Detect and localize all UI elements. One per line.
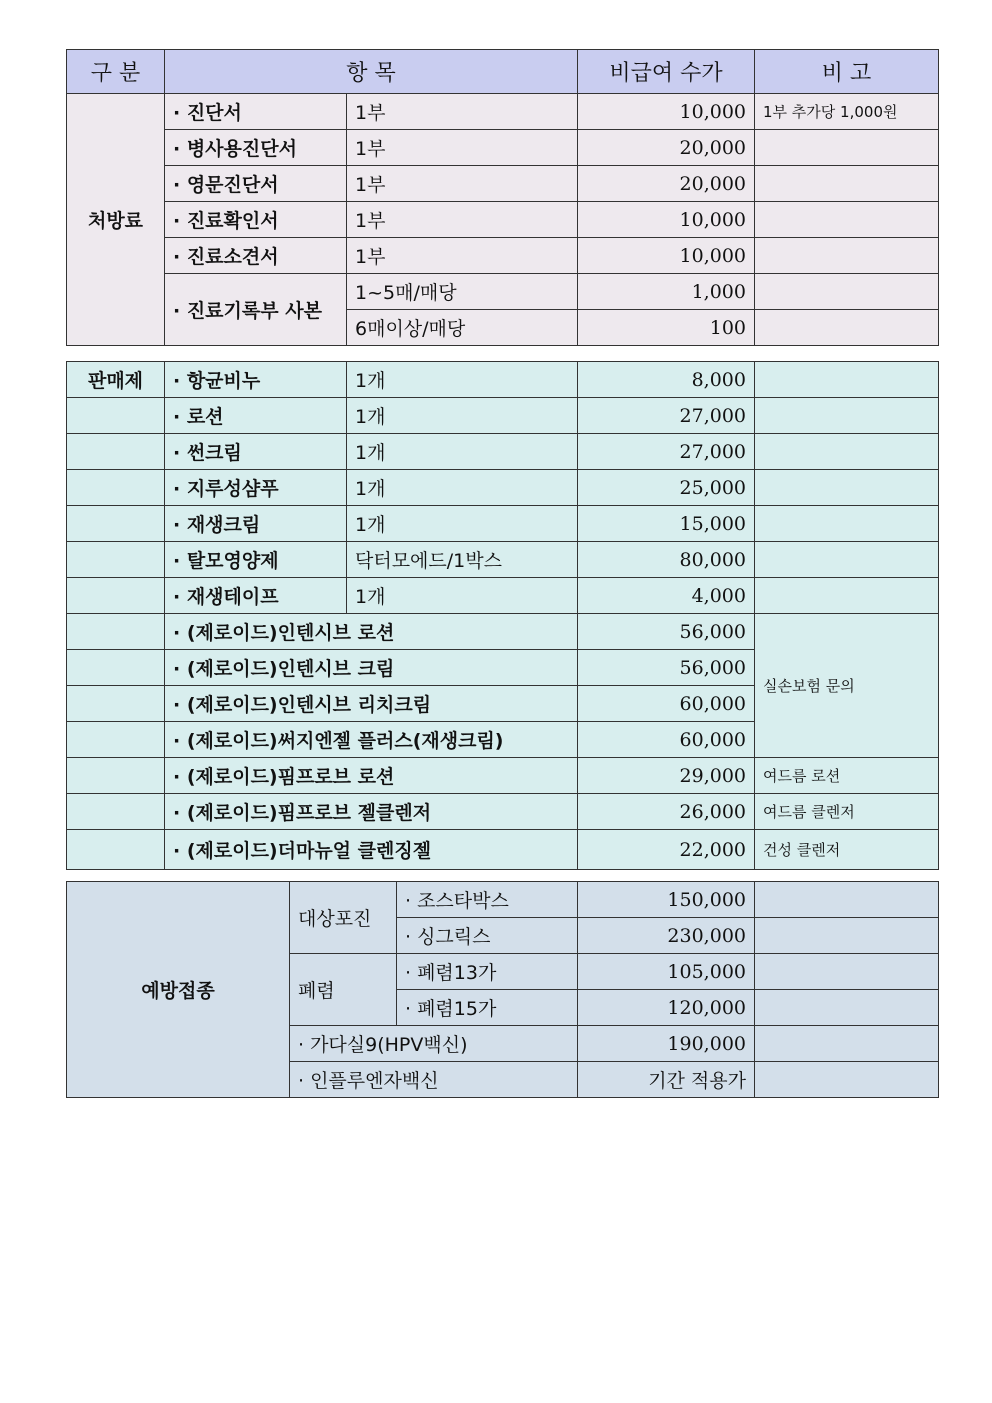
item-note	[755, 506, 939, 542]
subgroup-label: 대상포진	[290, 882, 397, 954]
item-note	[755, 274, 939, 310]
item-note	[755, 470, 939, 506]
item-name: · 폐렴15가	[397, 990, 578, 1026]
category-cell	[67, 470, 165, 506]
item-qty: 6매이상/매당	[347, 310, 578, 346]
item-name: · 탈모영양제	[165, 542, 347, 578]
category-cell	[67, 398, 165, 434]
item-price: 4,000	[578, 578, 755, 614]
table-row	[67, 882, 939, 918]
item-qty: 1개	[347, 362, 578, 398]
table-row	[67, 830, 939, 870]
table-header-row	[67, 50, 939, 94]
item-price: 29,000	[578, 758, 755, 794]
item-note	[755, 398, 939, 434]
item-name: · (제로이드)핌프로브 로션	[165, 758, 578, 794]
item-note	[755, 202, 939, 238]
table-row	[67, 202, 939, 238]
header-item: 항 목	[165, 50, 578, 94]
item-qty: 1개	[347, 434, 578, 470]
item-note	[755, 310, 939, 346]
category-cell	[67, 434, 165, 470]
header-note: 비 고	[755, 50, 939, 94]
category-cell	[67, 506, 165, 542]
item-price: 10,000	[578, 238, 755, 274]
item-name: · 썬크림	[165, 434, 347, 470]
item-price: 10,000	[578, 202, 755, 238]
item-qty: 1개	[347, 506, 578, 542]
item-name: · (제로이드)써지엔젤 플러스(재생크림)	[165, 722, 578, 758]
item-name: · 인플루엔자백신	[290, 1062, 578, 1098]
category-cell	[67, 614, 165, 650]
item-name: · 병사용진단서	[165, 130, 347, 166]
item-note	[755, 362, 939, 398]
item-name: · (제로이드)핌프로브 젤클렌저	[165, 794, 578, 830]
table-row	[67, 794, 939, 830]
item-note	[755, 1062, 939, 1098]
table-row	[67, 398, 939, 434]
item-price: 20,000	[578, 130, 755, 166]
vaccine-table	[66, 881, 939, 1098]
item-price: 25,000	[578, 470, 755, 506]
table-row	[67, 238, 939, 274]
item-price: 100	[578, 310, 755, 346]
item-name: · 진료확인서	[165, 202, 347, 238]
item-price: 8,000	[578, 362, 755, 398]
category-cell	[67, 794, 165, 830]
header-price: 비급여 수가	[578, 50, 755, 94]
item-name: · 재생테이프	[165, 578, 347, 614]
item-note	[755, 882, 939, 918]
item-name: · 조스타박스	[397, 882, 578, 918]
item-name: · (제로이드)인텐시브 로션	[165, 614, 578, 650]
item-name: · 진단서	[165, 94, 347, 130]
item-name: · 로션	[165, 398, 347, 434]
item-qty: 1~5매/매당	[347, 274, 578, 310]
item-qty: 1개	[347, 398, 578, 434]
table-row	[67, 614, 939, 650]
item-qty: 1부	[347, 166, 578, 202]
item-name: · 폐렴13가	[397, 954, 578, 990]
item-note	[755, 238, 939, 274]
category-cell	[67, 758, 165, 794]
table-row	[67, 362, 939, 398]
item-price: 150,000	[578, 882, 755, 918]
table-row	[67, 130, 939, 166]
item-qty: 1부	[347, 202, 578, 238]
item-name: · 싱그릭스	[397, 918, 578, 954]
item-name: · 재생크림	[165, 506, 347, 542]
item-name: · 항균비누	[165, 362, 347, 398]
table-row	[67, 434, 939, 470]
item-price: 10,000	[578, 94, 755, 130]
table-row	[67, 578, 939, 614]
sales-table	[66, 361, 939, 870]
item-price: 20,000	[578, 166, 755, 202]
item-price: 60,000	[578, 722, 755, 758]
table-row	[67, 506, 939, 542]
item-price: 기간 적용가	[578, 1062, 755, 1098]
item-note	[755, 542, 939, 578]
item-note	[755, 130, 939, 166]
item-note	[755, 954, 939, 990]
item-price: 22,000	[578, 830, 755, 870]
item-note: 1부 추가당 1,000원	[755, 94, 939, 130]
item-name: · 진료소견서	[165, 238, 347, 274]
table-row	[67, 94, 939, 130]
item-price: 1,000	[578, 274, 755, 310]
item-name: · 가다실9(HPV백신)	[290, 1026, 578, 1062]
item-price: 26,000	[578, 794, 755, 830]
item-note	[755, 918, 939, 954]
item-price: 60,000	[578, 686, 755, 722]
category-label: 처방료	[67, 94, 165, 346]
item-qty: 1부	[347, 130, 578, 166]
item-note: 여드름 로션	[755, 758, 939, 794]
category-cell	[67, 578, 165, 614]
category-cell	[67, 722, 165, 758]
item-qty: 닥터모에드/1박스	[347, 542, 578, 578]
table-row	[67, 274, 939, 310]
category-cell	[67, 686, 165, 722]
table-row	[67, 542, 939, 578]
item-name: · (제로이드)인텐시브 크림	[165, 650, 578, 686]
category-cell	[67, 542, 165, 578]
item-note	[755, 990, 939, 1026]
category-cell	[67, 650, 165, 686]
item-price: 105,000	[578, 954, 755, 990]
item-price: 27,000	[578, 398, 755, 434]
table-row	[67, 470, 939, 506]
subgroup-label: 폐렴	[290, 954, 397, 1026]
item-note	[755, 434, 939, 470]
item-price: 230,000	[578, 918, 755, 954]
item-name: · 지루성샴푸	[165, 470, 347, 506]
item-note	[755, 1026, 939, 1062]
item-price: 15,000	[578, 506, 755, 542]
header-category: 구 분	[67, 50, 165, 94]
item-qty: 1개	[347, 578, 578, 614]
fee-table	[66, 49, 939, 346]
item-price: 27,000	[578, 434, 755, 470]
item-note	[755, 166, 939, 202]
item-qty: 1부	[347, 94, 578, 130]
item-qty: 1부	[347, 238, 578, 274]
category-cell	[67, 830, 165, 870]
item-name: · (제로이드)인텐시브 리치크림	[165, 686, 578, 722]
item-price: 120,000	[578, 990, 755, 1026]
table-row	[67, 758, 939, 794]
item-note: 여드름 클렌저	[755, 794, 939, 830]
insurance-note: 실손보험 문의	[755, 614, 939, 758]
item-name: · (제로이드)더마뉴얼 클렌징젤	[165, 830, 578, 870]
item-name: · 영문진단서	[165, 166, 347, 202]
category-label: 예방접종	[67, 882, 290, 1098]
item-note: 건성 클렌저	[755, 830, 939, 870]
category-label: 판매제	[67, 362, 165, 398]
table-row	[67, 166, 939, 202]
item-price: 190,000	[578, 1026, 755, 1062]
item-name: · 진료기록부 사본	[165, 274, 347, 346]
item-price: 56,000	[578, 650, 755, 686]
item-note	[755, 578, 939, 614]
item-price: 80,000	[578, 542, 755, 578]
item-price: 56,000	[578, 614, 755, 650]
item-qty: 1개	[347, 470, 578, 506]
